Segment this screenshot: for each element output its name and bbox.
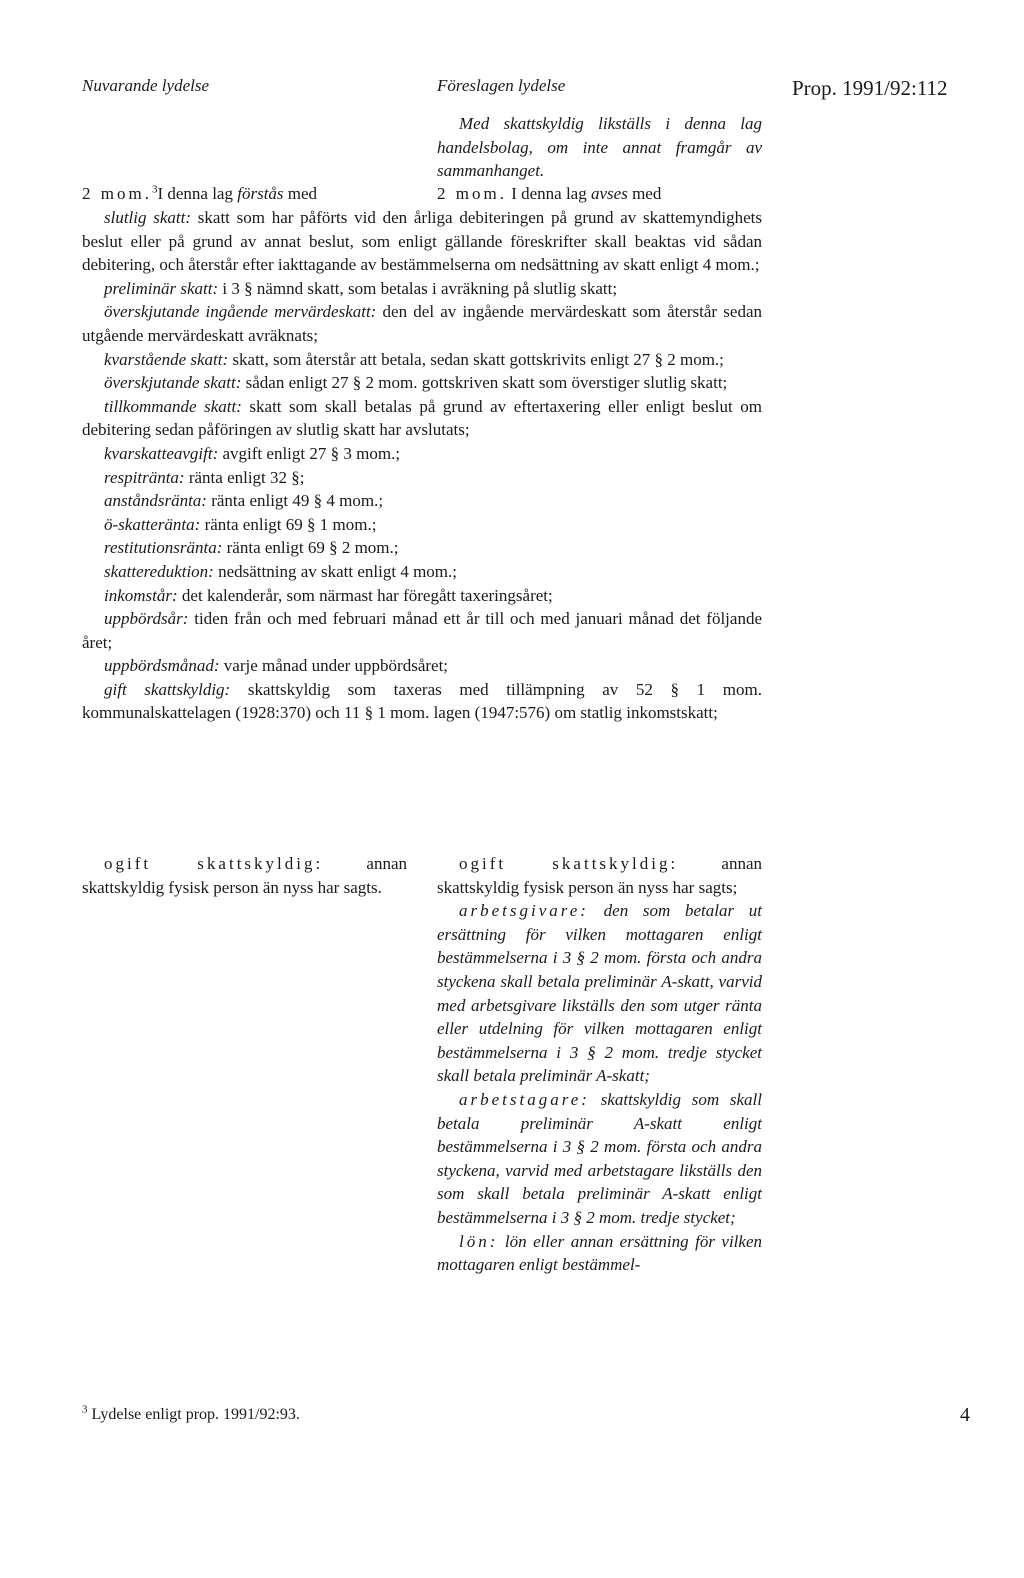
mom-left [82,182,407,206]
definition-term: kvarskatteavgift: [104,443,219,463]
definition-text: skatt, som återstår att betala, sedan skatt gottskrivits enligt 27 § 2 mom.; [228,349,724,369]
ogift-left-term: ogift skattskyldig: [104,854,324,873]
footnote-text: Lydelse enligt prop. 1991/92:93. [87,1406,300,1423]
ogift-right-entry [437,852,762,899]
right-definition-term: arbetsgivare: [459,901,589,921]
definition-term: respitränta: [104,467,185,487]
definition-text: den del av ingående mervärdeskatt som återstår sedan utgående mervärdeskatt avräknats; [82,302,762,345]
mom-left-text-b: med [283,184,318,203]
header-proposed-wording: Föreslagen lydelse [437,76,566,95]
footnote [82,1403,300,1424]
right-definition-entry [437,1230,762,1277]
definition-text: i 3 § nämnd skatt, som betalas i avräkning på slutlig skatt; [218,278,618,298]
right-definition-text: skattskyldig som skall betala preliminär A-skatt enligt bestämmelserna i 3 § 2 mom. första och andra styckena, varvid med arbetstagare likställs den som skall betala preliminär A-skatt enligt bestämmelserna i 3 § 2 mom. tredje stycket; [437,1089,762,1227]
definition-entry [82,536,762,560]
mom-left-term: förstås [237,184,284,203]
right-definition-entry [437,899,762,1088]
ogift-left [82,852,407,899]
page-number: 4 [960,1404,970,1426]
definition-text: ränta enligt 49 § 4 mom.; [206,491,384,511]
ogift-left-text: annan skattskyldig fysisk person än nyss har sagts. [82,854,407,897]
mom-left-label: 2 mom. [82,184,152,203]
ogift-right-term: ogift skattskyldig: [459,854,679,873]
definition-entry [82,277,762,301]
definition-entry [82,371,762,395]
definition-term: överskjutande ingående mervärdeskatt: [104,302,377,322]
definition-term: inkomstår: [104,585,178,605]
ogift-left-entry [82,852,407,899]
definition-term: ö-skatteränta: [104,514,201,534]
definition-entry [82,560,762,584]
definition-text: tiden från och med februari månad ett år till och med januari månad det följande året; [82,609,762,652]
mom-left-text-a: I denna lag [157,184,238,203]
definition-entry [82,489,762,513]
right-definition-text: den som betalar ut ersättning för vilken mottagaren enligt bestämmelserna i 3 § 2 mom. första och andra styckena skall betala preliminär A-skatt, varvid med arbetsgivare likställs den som utger ränta eller utdelning för vilken mottagaren enligt bestämmelserna i 3 § 2 mom. tredje stycket skall betala preliminär A-skatt; [437,901,762,1086]
mom-right-text-b: med [627,184,662,203]
definition-text: nedsättning av skatt enligt 4 mom.; [213,561,458,581]
definition-text: skatt som skall betalas på grund av eftertaxering eller enligt beslut om debitering sedan påföringen av slutlig skatt har avslutats; [82,396,762,440]
definition-term: uppbördsår: [104,609,189,629]
definition-text: skattskyldig som taxeras med tillämpning av 52 § 1 mom. kommunalskattelagen (1928:370) och 11 § 1 mom. lagen (1947:576) om statlig inkomstskatt; [82,679,762,723]
definition-text: ränta enligt 32 §; [184,467,305,487]
definition-entry [82,584,762,608]
definition-term: gift skattskyldig: [104,679,231,699]
definition-term: tillkommande skatt: [104,396,242,416]
definition-text: ränta enligt 69 § 2 mom.; [222,538,399,558]
definition-text: skatt som har påförts vid den årliga debiteringen på grund av skattemyndighets beslut eller på grund av annat beslut, som enligt gällande föreskrifter skall beaktas vid sådan debitering, och återstår efter iakttagande av bestämmelserna om nedsättning av skatt enligt 4 mom.; [82,208,763,275]
proposition-number: Prop. 1991/92:112 [792,76,948,100]
right-definition-text: lön eller annan ersättning för vilken mottagaren enligt bestämmel- [437,1231,762,1275]
right-definition-term: lön: [459,1231,499,1251]
definition-term: anståndsränta: [104,491,207,511]
definition-term: slutlig skatt: [104,208,192,227]
definition-term: preliminär skatt: [104,278,219,298]
definition-text: ränta enligt 69 § 1 mom.; [200,514,377,534]
definition-term: kvarstående skatt: [104,349,229,369]
definition-entry [82,348,762,372]
definition-entry [82,206,762,277]
definition-text: det kalenderår, som närmast har föregått taxeringsåret; [177,585,553,605]
definition-term: skattereduktion: [104,561,214,581]
definition-entry [82,513,762,537]
definition-text: varje månad under uppbördsåret; [219,656,449,676]
definition-entry [82,395,762,442]
footnote-marker: 3 [82,1403,88,1416]
mom-right [437,182,762,206]
definition-entry [82,442,762,466]
definition-entry [82,300,762,347]
definition-entry [82,607,762,654]
definition-term: uppbördsmånad: [104,656,220,676]
mom-right-label: 2 mom. [437,184,507,203]
mom-right-term: avses [590,184,628,203]
definitions-list [82,206,762,725]
definition-text: sådan enligt 27 § 2 mom. gottskriven skatt som överstiger slutlig skatt; [241,373,728,393]
intro-text: Med skattskyldig likställs i denna lag handelsbolag, om inte annat framgår av sammanhanget. [437,114,762,181]
header-current-wording: Nuvarande lydelse [82,76,209,95]
ogift-right-text: annan skattskyldig fysisk person än nyss har sagts; [437,854,762,897]
definition-entry [82,654,762,678]
definition-entry [82,678,762,725]
definition-entry [82,466,762,490]
mom-right-text-a: I denna lag [506,184,591,203]
right-definition-entry [437,1088,762,1230]
right-definition-term: arbetstagare: [459,1089,590,1109]
footnote-ref: 3 [151,183,158,196]
definition-text: avgift enligt 27 § 3 mom.; [218,443,401,463]
right-column-definitions [437,852,762,1277]
definition-term: restitutionsränta: [104,538,223,558]
definition-term: överskjutande skatt: [104,373,242,393]
